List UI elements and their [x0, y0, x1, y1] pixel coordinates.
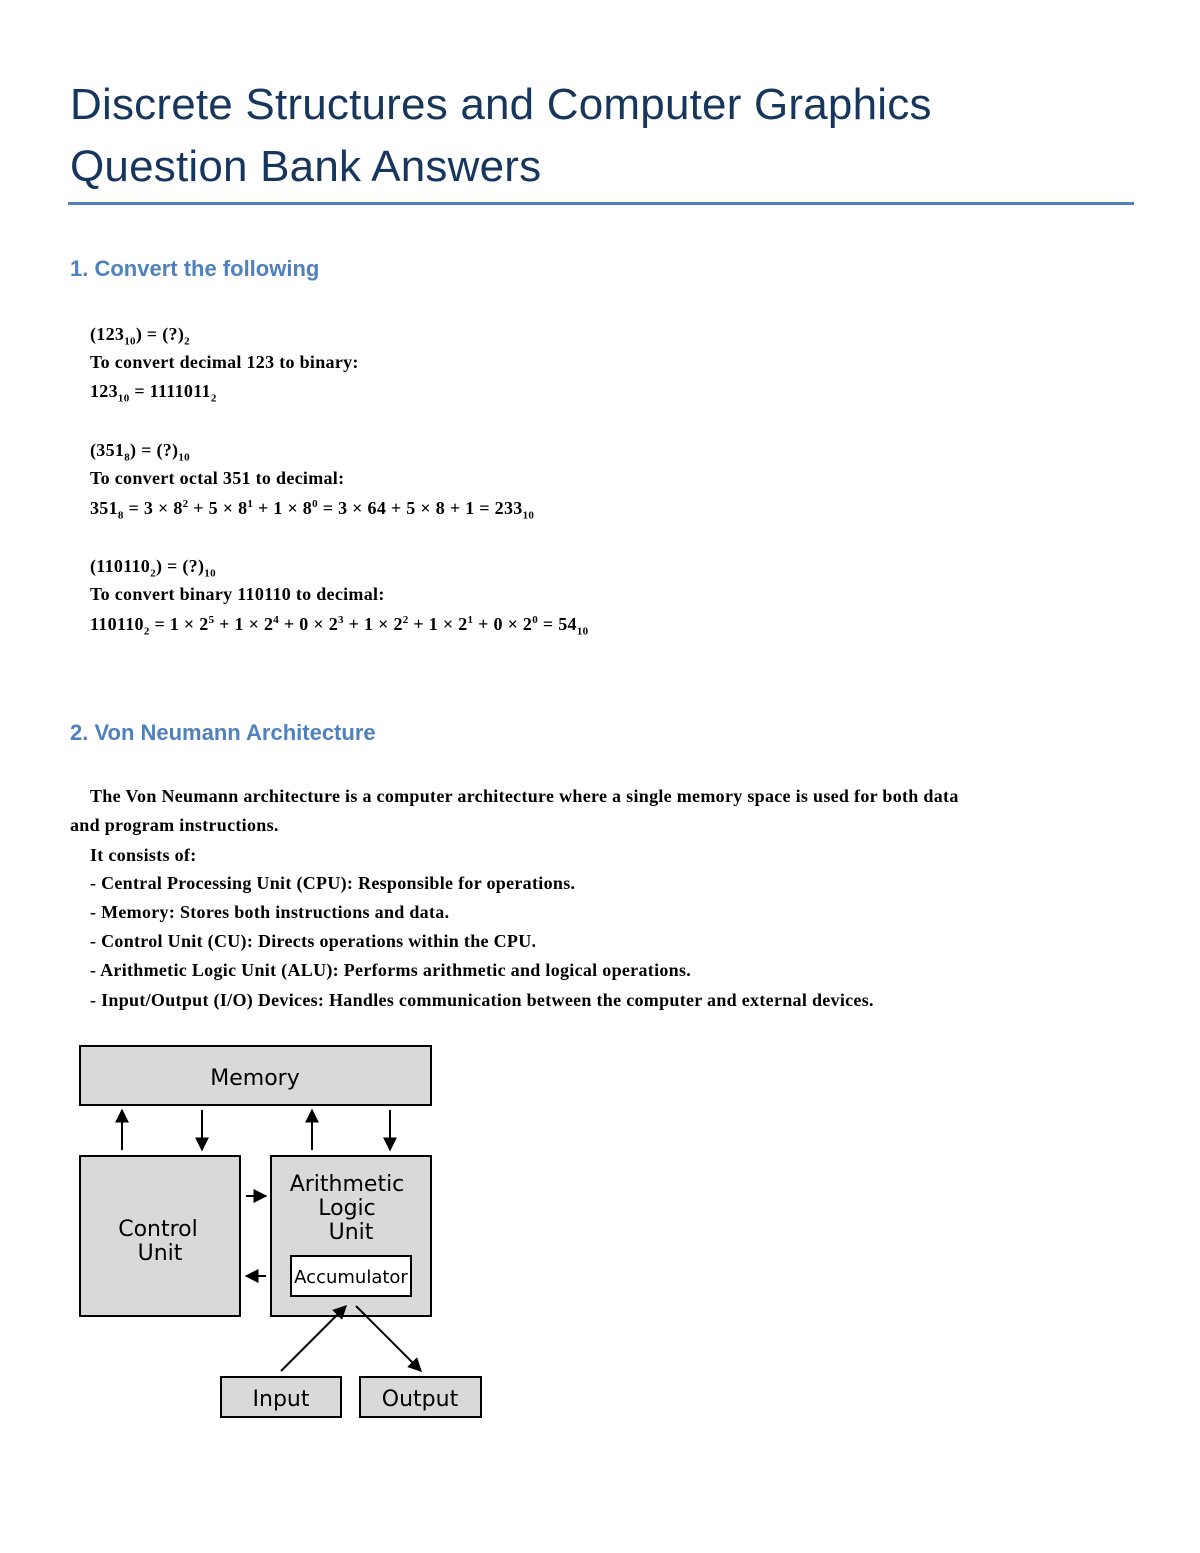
title-line-1: Discrete Structures and Computer Graphics	[70, 80, 932, 129]
vn-bullet-alu: - Arithmetic Logic Unit (ALU): Performs arithmetic and logical operations.	[90, 960, 692, 980]
q2-instruction: To convert octal 351 to decimal:	[90, 468, 345, 488]
q3-instruction: To convert binary 110110 to decimal:	[90, 584, 385, 604]
vn-bullet-cpu: - Central Processing Unit (CPU): Responsible for operations.	[90, 873, 576, 893]
q3-question: $(110110_2)$ = $(?)_{10}$	[90, 556, 216, 580]
vn-bullet-io: - Input/Output (I/O) Devices: Handles communication between the computer and external devices.	[90, 990, 874, 1010]
title-line-2: Question Bank Answers	[70, 142, 542, 191]
alu-label-line2: Logic	[318, 1196, 376, 1221]
memory-label: Memory	[210, 1066, 300, 1091]
vn-intro-line2: and program instructions.	[70, 815, 279, 835]
control-unit-label-line1: Control	[118, 1217, 198, 1242]
q1-instruction: To convert decimal 123 to binary:	[90, 352, 359, 372]
q2-answer: $351_8 = 3 \times 8^2 + 5 \times 8^1 + 1 \times 8^0 = 3 \times 64 + 5 \times 8 + 1 = 233_{10}$	[90, 498, 535, 522]
vn-bullet-memory: - Memory: Stores both instructions and data.	[90, 902, 450, 922]
q2-question: $(351_8)$ = $(?)_{10}$	[90, 440, 190, 464]
q1-answer: $123_{10} = 1111011_2$	[90, 381, 217, 405]
q1-question: $(123_{10})$ = $(?)_2$	[90, 324, 190, 348]
alu-label-line1: Arithmetic	[289, 1172, 405, 1197]
vn-consists: It consists of:	[90, 845, 197, 865]
input-label: Input	[252, 1387, 310, 1412]
q3-answer: $110110_2 = 1 \times 2^5 + 1 \times 2^4 + 0 \times 2^3 + 1 \times 2^2 + 1 \times 2^1 + 0 \times 2^0 = 54_{10}$	[90, 614, 589, 638]
control-unit-label-line2: Unit	[137, 1241, 183, 1266]
accumulator-label: Accumulator	[294, 1267, 408, 1288]
output-label: Output	[381, 1387, 459, 1412]
alu-label-line3: Unit	[328, 1220, 374, 1245]
vn-bullet-cu: - Control Unit (CU): Directs operations within the CPU.	[90, 931, 537, 951]
vn-intro-line1: The Von Neumann architecture is a computer architecture where a single memory space is used for both data	[90, 786, 959, 806]
section1-heading: 1. Convert the following	[70, 256, 320, 281]
section2-heading: 2. Von Neumann Architecture	[70, 720, 376, 745]
